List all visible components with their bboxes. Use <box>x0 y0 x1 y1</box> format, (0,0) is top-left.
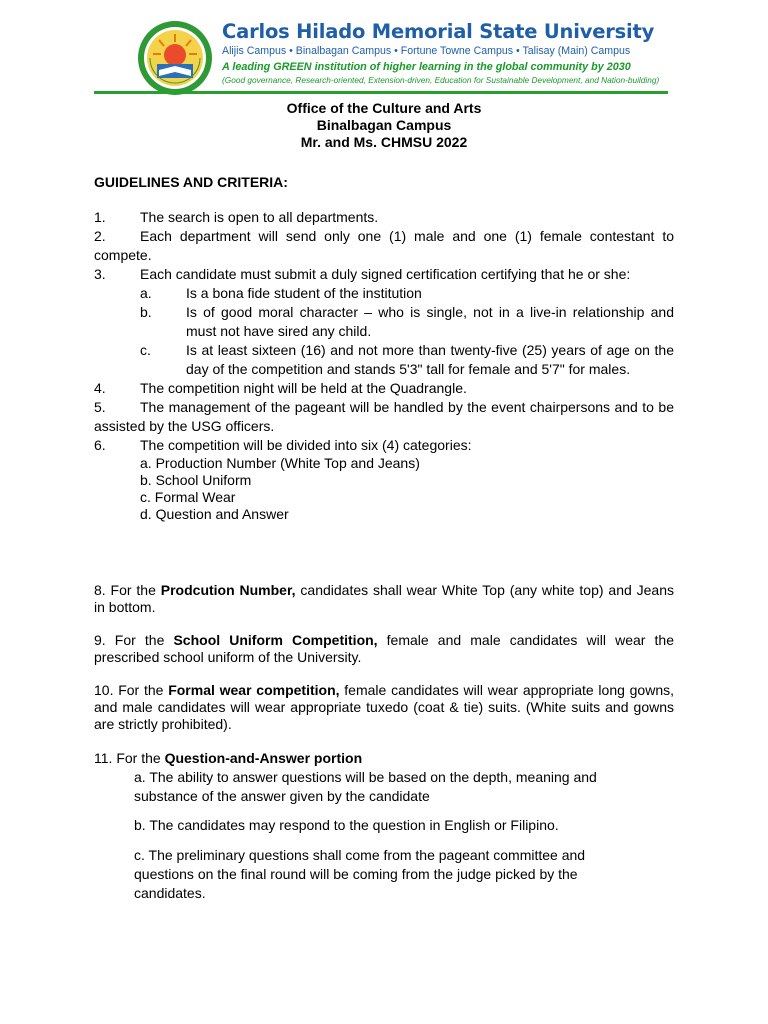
guidelines-list <box>94 208 674 523</box>
paragraph-8 <box>94 582 674 616</box>
campus-title: Binalbagan Campus <box>316 117 452 133</box>
list-item <box>94 398 674 436</box>
para-bold: Formal wear competition, <box>168 682 340 698</box>
category-item: d. Question and Answer <box>140 506 289 522</box>
para-text: 11. For the <box>94 750 165 766</box>
sub-item <box>140 341 674 379</box>
para-text: 8. For the <box>94 582 161 598</box>
guidelines-heading: GUIDELINES AND CRITERIA: <box>94 174 288 190</box>
para-text: female and male candidates will wear the prescribed school uniform of the University. <box>94 632 675 665</box>
list-item <box>94 227 674 265</box>
sub-item-text: Is of good moral character – who is single, not in a live-in relationship and must not have sired any child. <box>186 304 674 339</box>
para-text: 10. For the <box>94 682 169 698</box>
header-divider <box>94 91 668 94</box>
para-bold: Question-and-Answer portion <box>164 750 363 766</box>
para-bold: School Uniform Competition, <box>173 632 378 648</box>
qa-item: a. The ability to answer questions will be based on the depth, meaning and substance of the answer given by the candidate <box>134 769 597 804</box>
item-text: The competition night will be held at the Quadrangle. <box>140 380 467 396</box>
university-tagline-sub: (Good governance, Research-oriented, Extension-driven, Education for Sustainable Development, and Nation-building) <box>222 75 660 85</box>
category-item: a. Production Number (White Top and Jeans) <box>140 455 420 471</box>
item-number: 2. <box>94 228 106 244</box>
list-item <box>94 208 674 227</box>
sub-item-letter: a. <box>140 285 152 301</box>
list-item <box>94 265 674 284</box>
title-block <box>94 100 674 151</box>
university-seal-logo <box>137 20 213 96</box>
sub-item-letter: b. <box>140 304 152 320</box>
item-number: 1. <box>94 209 106 225</box>
paragraph-9 <box>94 632 674 666</box>
item-number: 3. <box>94 266 106 282</box>
item-number: 4. <box>94 380 106 396</box>
item-text: The search is open to all departments. <box>140 209 379 225</box>
paragraph-11 <box>94 750 674 767</box>
item-text: The management of the pageant will be handled by the event chairpersons and to be assisted by the USG officers. <box>94 399 674 434</box>
sub-item-letter: c. <box>140 342 151 358</box>
qa-item: b. The candidates may respond to the question in English or Filipino. <box>134 817 559 833</box>
list-item <box>94 436 674 455</box>
university-tagline: A leading GREEN institution of higher learning in the global community by 2030 <box>222 61 631 73</box>
university-name: Carlos Hilado Memorial State University <box>222 20 655 43</box>
item-text: The competition will be divided into six (4) categories: <box>140 437 472 453</box>
item-text: Each department will send only one (1) male and one (1) female contestant to compete. <box>94 228 674 263</box>
sub-item <box>140 303 674 341</box>
item-number: 5. <box>94 399 106 415</box>
qa-item: c. The preliminary questions shall come from the pageant committee and questions on the final round will be coming from the judge picked by the candidates. <box>134 847 586 901</box>
para-text: candidates shall wear White Top (any white top) and Jeans in bottom. <box>94 582 674 615</box>
para-bold: Prodcution Number, <box>160 582 296 598</box>
event-title: Mr. and Ms. CHMSU 2022 <box>300 134 468 150</box>
item-text: Each candidate must submit a duly signed certification certifying that he or she: <box>140 266 631 282</box>
list-item <box>94 379 674 398</box>
para-text: female candidates will wear appropriate long gowns, and male candidates will wear appropriate tuxedo (coat & tie) suits. (White suits and gowns are strictly prohibited). <box>94 682 675 732</box>
category-item: c. Formal Wear <box>140 489 236 505</box>
sub-item-text: Is at least sixteen (16) and not more than twenty-five (25) years of age on the day of the competition and stands 5'3" tall for female and 5'7" for males. <box>186 342 674 377</box>
campus-list: Alijis Campus • Binalbagan Campus • Fortune Towne Campus • Talisay (Main) Campus <box>222 45 631 57</box>
sub-item-text: Is a bona fide student of the institution <box>186 285 422 301</box>
sub-item <box>140 284 674 303</box>
paragraph-10 <box>94 682 674 733</box>
category-item: b. School Uniform <box>140 472 252 488</box>
para-text: 9. For the <box>94 632 174 648</box>
item-number: 6. <box>94 437 106 453</box>
office-title: Office of the Culture and Arts <box>286 100 482 116</box>
